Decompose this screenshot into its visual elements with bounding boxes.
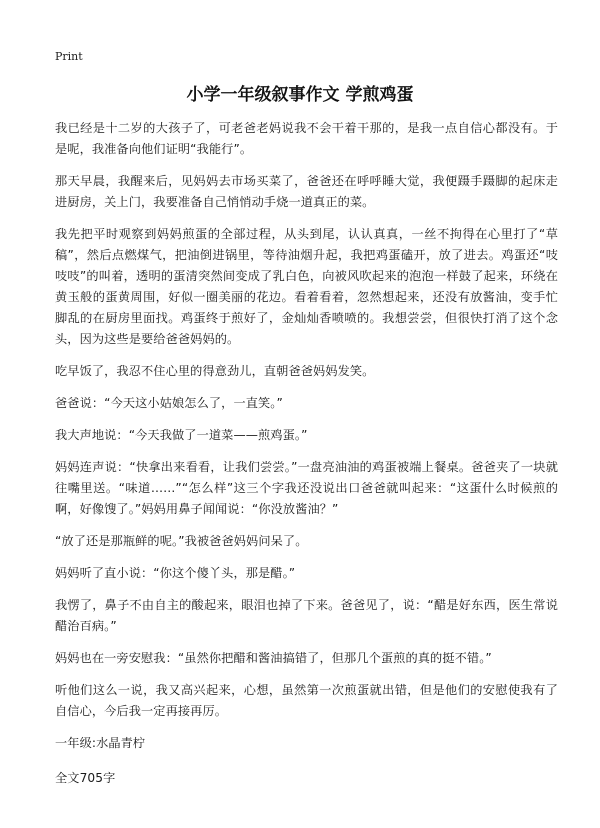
- article-title: 小学一年级叙事作文 学煎鸡蛋: [186, 85, 414, 105]
- word-count: 全文705字: [55, 771, 116, 785]
- paragraph: 听他们这么一说，我又高兴起来，心想，虽然第一次煎蛋就出错，但是他们的安慰使我有了自信心，今后我一定再接再厉。: [55, 683, 558, 718]
- author-line: 一年级:水晶青柠: [55, 736, 146, 750]
- paragraph: 妈妈也在一旁安慰我：“虽然你把醋和酱油搞错了，但那几个蛋煎的真的挺不错。”: [55, 651, 492, 665]
- article-body: [55, 118, 558, 789]
- paragraph: 爸爸说：“今天这小姑娘怎么了，一直笑。”: [55, 396, 283, 410]
- paragraph: 吃早饭了，我忍不住心里的得意劲儿，直朝爸爸妈妈发笑。: [55, 364, 375, 378]
- paragraph: 我大声地说：“今天我做了一道菜——煎鸡蛋。”: [55, 428, 308, 442]
- paragraph: 我愣了，鼻子不由自主的酸起来，眼泪也掉了下来。爸爸见了，说：“醋是好东西，医生常说醋治百病。”: [55, 598, 558, 633]
- paragraph: 我先把平时观察到妈妈煎蛋的全部过程，从头到尾，认认真真，一丝不拘得在心里打了“草稿”，然后点燃煤气，把油倒进锅里，等待油烟升起，我把鸡蛋磕开，放了进去。鸡蛋还“吱吱吱”的叫着，透明的蛋清突然间变成了乳白色，向被风吹起来的泡泡一样鼓了起来，环绕在黄玉般的蛋黄周围，好似一圈美丽的花边。看着看着，忽然想起来，还没有放酱油，变手忙脚乱的在厨房里面找。鸡蛋终于煎好了，金灿灿香喷喷的。我想尝尝，但很快打消了这个念头，因为这些是要给爸爸妈妈的。: [55, 227, 558, 346]
- paragraph: “放了还是那瓶鲜的呢。”我被爸爸妈妈问呆了。: [55, 534, 308, 548]
- paragraph: 那天早晨，我醒来后，见妈妈去市场买菜了，爸爸还在呼呼睡大觉，我便蹑手蹑脚的起床走进厨房，关上门，我要准备自己悄悄动手烧一道真正的菜。: [55, 174, 558, 209]
- print-link[interactable]: Print: [55, 50, 83, 63]
- paragraph: 我已经是十二岁的大孩子了，可老爸老妈说我不会干着干那的，是我一点自信心都没有。于是呢，我准备向他们证明“我能行”。: [55, 121, 558, 156]
- paragraph: 妈妈听了直小说：“你这个傻丫头，那是醋。”: [55, 566, 296, 580]
- paragraph: 妈妈连声说：“快拿出来看看，让我们尝尝。”一盘亮油油的鸡蛋被端上餐桌。爸爸夹了一块就往嘴里送。“味道……”“怎么样”这三个字我还没说出口爸爸就叫起来：“这蛋什么时候煎的啊，好像馊了。”妈妈用鼻子闻闻说：“你没放酱油？”: [55, 460, 558, 516]
